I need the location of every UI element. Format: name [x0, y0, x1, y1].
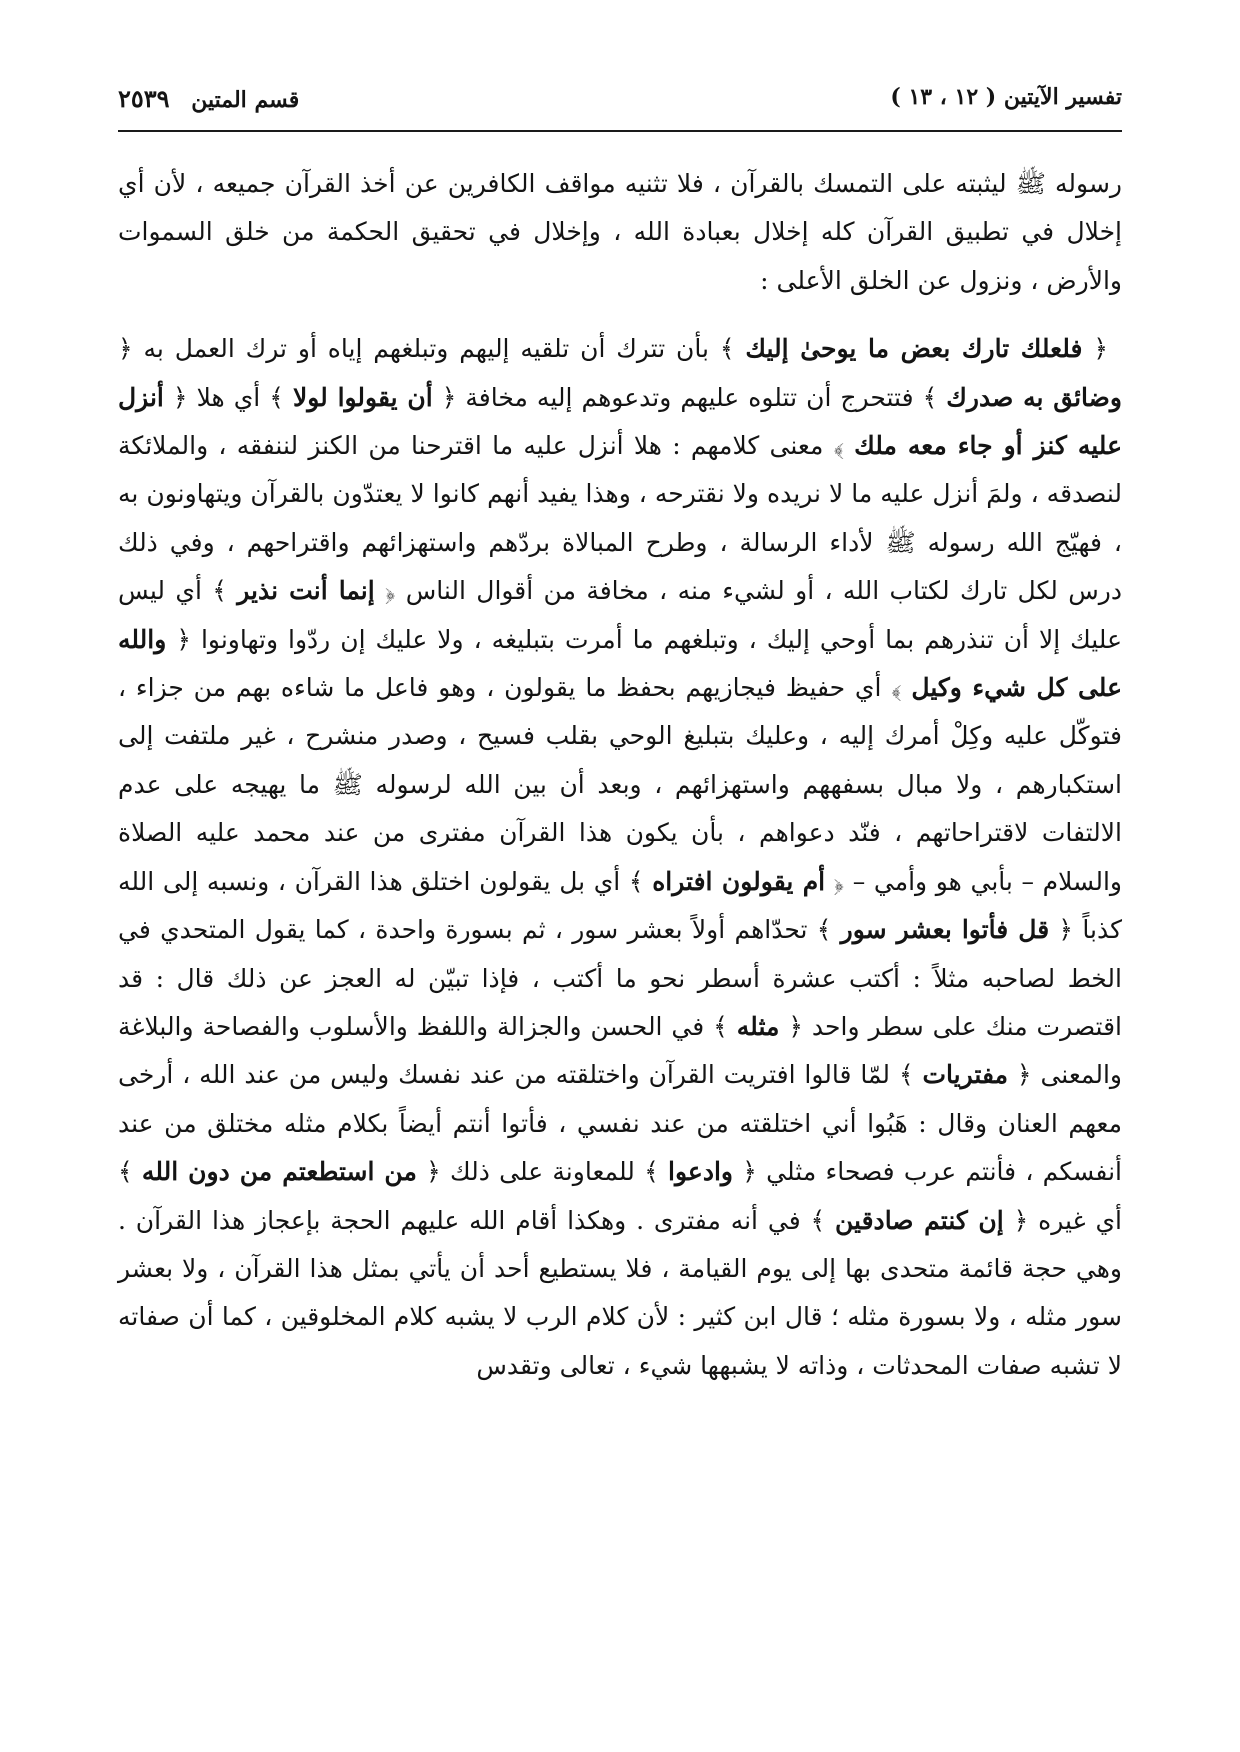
- paragraph: [118, 160, 1122, 305]
- commentary-segment: أي غيره: [1028, 1205, 1122, 1235]
- quran-quote: فلعلك تارك بعض ما يوحىٰ إليك: [745, 334, 1083, 364]
- commentary-segment: لمّا قالوا افتريت القرآن واختلقته من عند نفسك وليس من عند الله ، أرخى معهم العنان وقال : هَبُوا أني اختلقته من عند نفسي ، فأتوا أنتم أيضاً بكلام مثله مختلق من عند أنفسكم ، فأنتم عرب فصحاء مثلي: [118, 1060, 1123, 1187]
- quran-bracket: ﴿: [1008, 1060, 1032, 1090]
- quran-quote: إنما أنت نذير: [237, 576, 375, 606]
- quran-bracket: ﴾: [891, 673, 912, 703]
- quran-bracket: ﴿: [1082, 334, 1108, 364]
- quran-bracket: ﴾: [922, 382, 947, 412]
- quran-bracket: ﴾: [833, 431, 855, 461]
- commentary-segment: بأن تترك أن تلقيه إليهم وتبلغهم إياه أو ترك العمل به: [132, 334, 720, 364]
- commentary-segment: أي ليس عليك إلا أن تنذرهم بما أوحي إليك ، وتبلغهم ما أمرت بتبليغه ، ولا عليك إن ردّوا وتهاونوا: [118, 576, 1122, 654]
- quran-quote: وضائق به صدرك: [946, 382, 1122, 412]
- quran-quote: أم يقولون افتراه: [652, 866, 826, 896]
- quran-bracket: ﴿: [825, 866, 845, 896]
- quran-bracket: ﴿: [1049, 915, 1074, 945]
- quran-bracket: ﴾: [719, 334, 746, 364]
- quran-quote: أن يقولوا لولا: [292, 382, 433, 412]
- header-chapter-title: تفسير الآيتين ( ١٢ ، ١٣ ): [890, 84, 1122, 110]
- commentary-segment: تحدّاهم أولاً بعشر سور ، ثم بسورة واحدة ، كما يقول المتحدي في الخط لصاحبه مثلاً : أكتب عشرة أسطر نحو ما أكتب ، فإذا تبيّن له العجز عن ذلك قال : قد اقتصرت منك على سطر واحد: [118, 915, 1123, 1041]
- quran-quote: أنزل عليه كنز أو جاء معه ملك: [118, 382, 1122, 461]
- commentary-segment: في أنه مفترى . وهكذا أقام الله عليهم الحجة بإعجاز هذا القرآن . وهي حجة قائمة متحدى بها إلى يوم القيامة ، فلا يستطيع أحد أن يأتي بمثل هذا القرآن ، ولا بعشر سور مثله ، ولا بسورة مثله ؛ قال ابن كثير : لأن كلام الرب لا يشبه كلام المخلوقين ، كما أن صفاته لا تشبه صفات المحدثات ، وذاته لا يشبهها شيء ، تعالى وتقدس: [118, 1205, 1122, 1380]
- quran-bracket: ﴿: [432, 382, 457, 412]
- commentary-segment: أي هلا: [187, 382, 270, 412]
- quran-bracket: ﴾: [816, 915, 841, 945]
- running-header: [118, 78, 1122, 122]
- quran-bracket: ﴾: [713, 1011, 737, 1041]
- commentary-segment: أي بل يقولون اختلق هذا القرآن ، ونسبه إلى الله كذباً: [118, 866, 1122, 945]
- quran-bracket: ﴾: [810, 1205, 836, 1235]
- quran-quote: مفتريات: [922, 1060, 1008, 1090]
- paragraph: [118, 325, 1122, 1390]
- header-section: [118, 84, 299, 113]
- quran-bracket: ﴾: [118, 1157, 142, 1187]
- quran-quote: من استطعتم من دون الله: [141, 1157, 417, 1187]
- quran-bracket: ﴿: [1003, 1205, 1029, 1235]
- quran-quote: مثله: [736, 1011, 780, 1041]
- commentary-text: [118, 160, 1122, 1390]
- quran-bracket: ﴿: [779, 1011, 803, 1041]
- quran-bracket: ﴿: [374, 576, 396, 606]
- quran-quote: قل فأتوا بعشر سور: [840, 915, 1050, 945]
- quran-bracket: ﴿: [732, 1157, 757, 1187]
- quran-quote: وادعوا: [668, 1157, 733, 1187]
- commentary-segment: رسوله ﷺ ليثبته على التمسك بالقرآن ، فلا تثنيه مواقف الكافرين عن أخذ القرآن جميعه ، لأن أي إخلال في تطبيق القرآن كله إخلال بعبادة الله ، وإخلال في تحقيق الحكمة من خلق السموات والأرض ، ونزول عن الخلق الأعلى :: [118, 169, 1122, 295]
- quran-bracket: ﴿: [163, 382, 188, 412]
- quran-bracket: ﴾: [644, 1157, 669, 1187]
- quran-quote: والله على كل شيء وكيل: [118, 624, 1122, 703]
- page-number: ٢٥٣٩: [118, 84, 170, 113]
- commentary-segment: للمعاونة على ذلك: [440, 1157, 645, 1187]
- commentary-segment: فتتحرج أن تتلوه عليهم وتدعوهم إليه مخافة: [456, 382, 923, 412]
- quran-bracket: ﴾: [269, 382, 293, 412]
- commentary-segment: معنى كلامهم : هلا أنزل عليه ما اقترحنا من الكنز لننفقه ، والملائكة لنصدقه ، ولمَ أنزل عليه ما لا نريده ولا نقترحه ، وهذا يفيد أنهم كانوا لا يعتدّون بالقرآن ويتهاونون به ، فهيّج الله رسوله ﷺ لأداء الرسالة ، وطرح المبالاة بردّهم واستهزائهم واقتراحهم ، وفي ذلك درس لكل تارك لكتاب الله ، أو لشيء منه ، مخافة من أقوال الناس: [118, 431, 1122, 606]
- quran-bracket: ﴾: [212, 576, 238, 606]
- header-section-title: قسم المتين: [191, 87, 300, 113]
- header-rule: [118, 130, 1122, 132]
- quran-bracket: ﴿: [416, 1157, 441, 1187]
- quran-bracket: ﴿: [166, 624, 191, 654]
- commentary-segment: في الحسن والجزالة واللفظ والأسلوب والفصاحة والبلاغة والمعنى: [118, 1011, 1122, 1090]
- commentary-segment: أي حفيظ فيجازيهم بحفظ ما يقولون ، وهو فاعل ما شاءه بهم من جزاء ، فتوكّل عليه وكِلْ أمرك إليه ، وعليك بتبليغ الوحي بقلب فسيح ، وصدر منشرح ، غير ملتفت إلى استكبارهم ، ولا مبال بسفههم واستهزائهم ، وبعد أن بين الله لرسوله ﷺ ما يهيجه على عدم الالتفات لاقتراحاتهم ، فنّد دعواهم ، بأن يكون هذا القرآن مفترى من عند محمد عليه الصلاة والسلام – بأبي هو وأمي –: [118, 673, 1122, 896]
- quran-quote: إن كنتم صادقين: [835, 1205, 1004, 1235]
- quran-bracket: ﴾: [628, 866, 653, 896]
- quran-bracket: ﴾: [898, 1060, 923, 1090]
- quran-bracket: ﴿: [118, 334, 133, 364]
